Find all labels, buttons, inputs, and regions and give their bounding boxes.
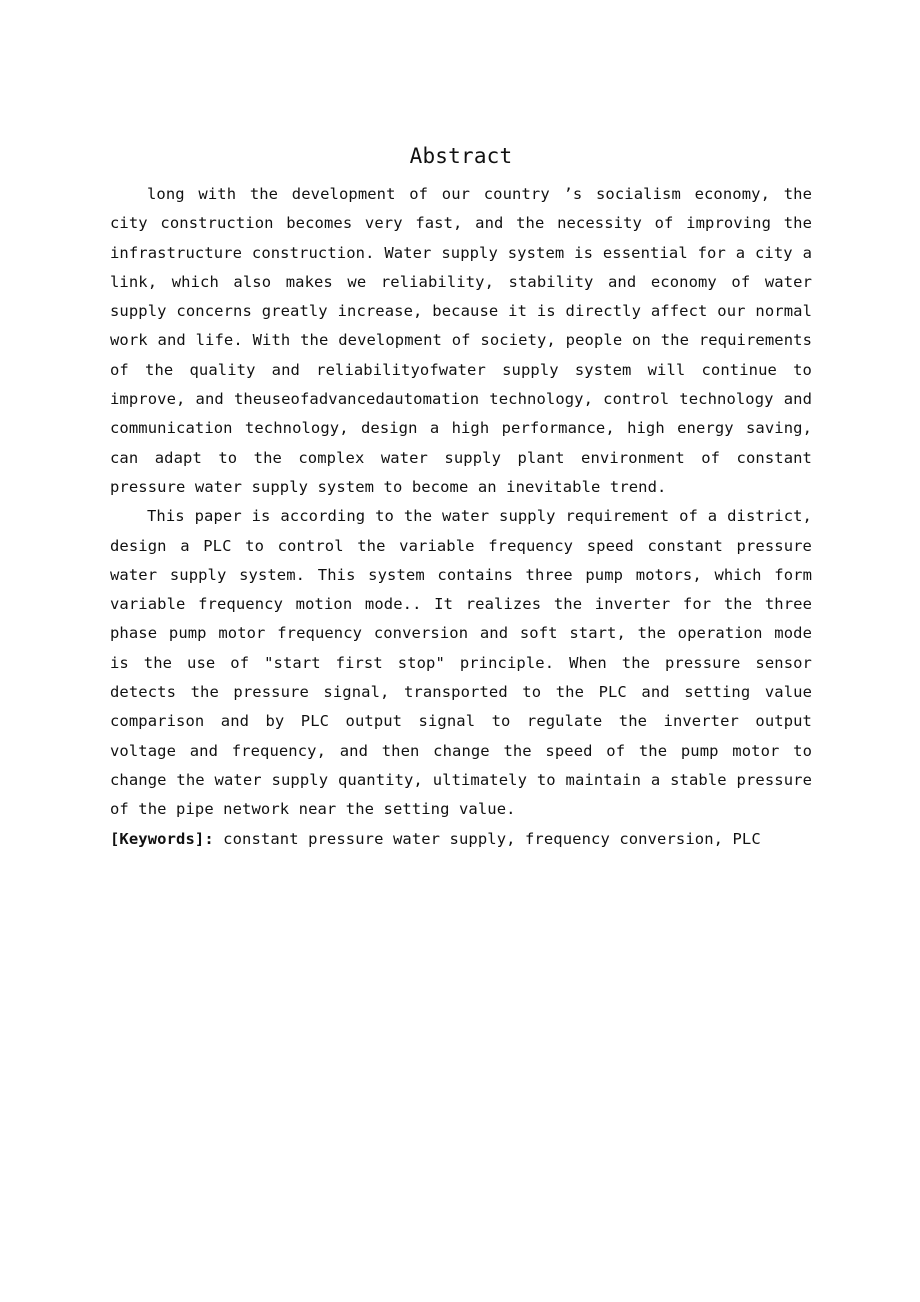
abstract-paragraph-1: long with the development of our country ’s socialism economy, the city construction becomes very fast, and the necessity of improving the infrastructure construction. Water supply system is essential for a city a link, which also makes we reliability, stability and economy of water supply concerns greatly increase, because it is directly affect our normal work and life. With the development of society, people on the requirements of the quality and reliabilityofwater supply system will continue to improve, and theuseofadvancedautomation technology, control technology and communication technology, design a high performance, high energy saving, can adapt to the complex water supply plant environment of constant pressure water supply system to become an inevitable trend. xyxy=(110,185,812,496)
keywords-text: constant pressure water supply, frequency conversion, PLC xyxy=(213,829,761,848)
keywords-line xyxy=(110,825,812,854)
abstract-section xyxy=(110,140,812,854)
abstract-title: Abstract xyxy=(409,144,513,168)
abstract-paragraph-2: This paper is according to the water supply requirement of a district, design a PLC to control the variable frequency speed constant pressure water supply system. This system contains three pump motors, which form variable frequency motion mode.. It realizes the inverter for the three phase pump motor frequency conversion and soft start, the operation mode is the use of "start first stop" principle. When the pressure sensor detects the pressure signal, transported to the PLC and setting value comparison and by PLC output signal to regulate the inverter output voltage and frequency, and then change the speed of the pump motor to change the water supply quantity, ultimately to maintain a stable pressure of the pipe network near the setting value. xyxy=(110,507,812,819)
keywords-label: [Keywords]: xyxy=(110,829,214,848)
